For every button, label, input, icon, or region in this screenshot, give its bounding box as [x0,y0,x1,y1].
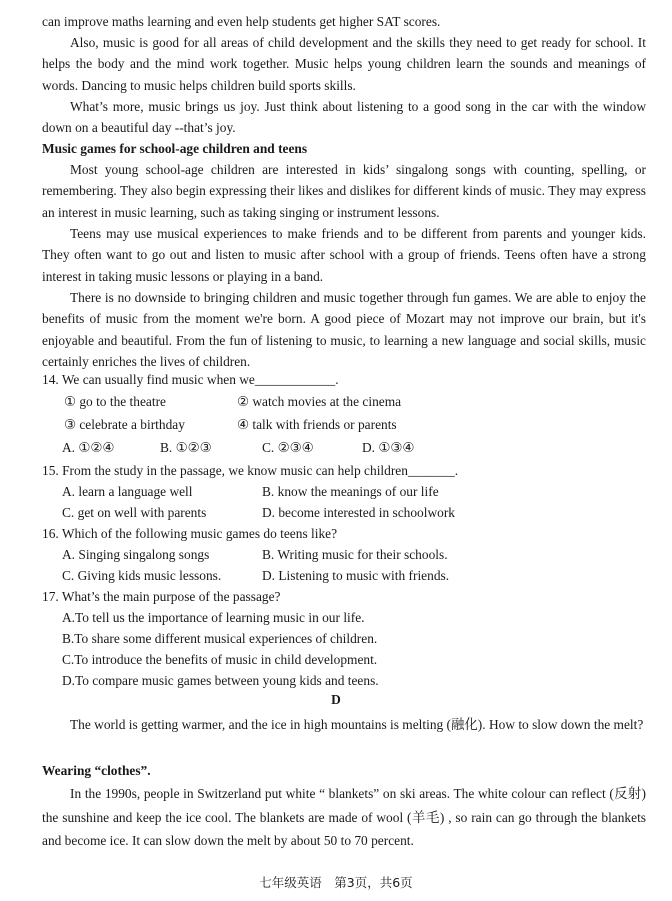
choice-d: D. Listening to music with friends. [262,568,450,583]
paragraph: Teens may use musical experiences to make friends and to be different from parents and younger kids. They often want to go out and listen to music after school with a group of friends. Teens often have a strong interest in taking music lessons or playing in a band. [42,226,646,284]
statement-option: ③ celebrate a birthday [64,417,185,432]
paragraph: There is no downside to bringing children and music together through fun games. We are able to enjoy the benefits of music from the moment we're born. A good piece of Mozart may not improve our brain, but it's enjoyable and beautiful. From the fun of listening to music, to learning a new language and social skills, music certainly enriches the lives of children. [42,290,646,369]
choice-b: B. Writing music for their schools. [262,547,448,562]
answer-blank: _______. [407,463,459,478]
choice-c: C. ②③④ [262,440,314,455]
section-heading: Music games for school-age children and teens [42,141,308,156]
section-heading: Wearing “clothes”. [42,763,151,778]
choice-c: C.To introduce the benefits of music in child development. [62,652,378,667]
choice-d: D.To compare music games between young kids and teens. [62,673,379,688]
choice-c: C. Giving kids music lessons. [62,568,222,583]
paragraph: Also, music is good for all areas of child development and the skills they need to get ready for school. It helps the body and the mind work together. Music helps young children learn the sounds and meanings of words. Dancing to music helps children build sports skills. [42,35,646,93]
choice-c: C. get on well with parents [62,505,207,520]
paragraph: What’s more, music brings us joy. Just think about listening to a good song in the car with the window down on a beautiful day --that’s joy. [42,99,646,136]
question-stem [42,370,339,390]
question-text: 15. From the study in the passage, we know music can help children [42,463,408,478]
statement-option: ④ talk with friends or parents [237,417,397,432]
passage-label: D [331,692,341,707]
choice-b: B. know the meanings of our life [262,484,439,499]
choice-d: D. ①③④ [362,440,415,455]
question-stem: 17. What’s the main purpose of the passage? [42,589,281,604]
choice-a: A. learn a language well [62,484,193,499]
question-stem [42,461,458,481]
choice-d: D. become interested in schoolwork [262,505,455,520]
choice-a: A. ①②④ [62,440,115,455]
choice-b: B. ①②③ [160,440,212,455]
paragraph: In the 1990s, people in Switzerland put white “ blankets” on ski areas. The white colour can reflect (反射) the sunshine and keep the ice cool. The blankets are made of wool (羊毛) , so rain can go through the blankets and become ice. It can slow down the melt by about 50 to 70 percent. [42,786,646,848]
statement-option: ② watch movies at the cinema [237,394,402,409]
choice-b: B.To share some different musical experiences of children. [62,631,378,646]
paragraph: The world is getting warmer, and the ice in high mountains is melting (融化). How to slow down the melt? [70,717,644,732]
statement-option: ① go to the theatre [64,394,166,409]
choice-a: A.To tell us the importance of learning music in our life. [62,610,365,625]
question-text: 14. We can usually find music when we [42,372,255,387]
paragraph: can improve maths learning and even help students get higher SAT scores. [42,14,441,29]
choice-a: A. Singing singalong songs [62,547,210,562]
paragraph: Most young school-age children are interested in kids’ singalong songs with counting, spelling, or remembering. They also begin expressing their likes and dislikes for different kinds of music. They may express an interest in music learning, such as taking singing or instrument lessons. [42,162,646,220]
answer-blank: ____________. [254,372,339,387]
page-footer: 七年级英语 第3页，共6页 [259,875,413,890]
question-stem: 16. Which of the following music games do teens like? [42,526,338,541]
